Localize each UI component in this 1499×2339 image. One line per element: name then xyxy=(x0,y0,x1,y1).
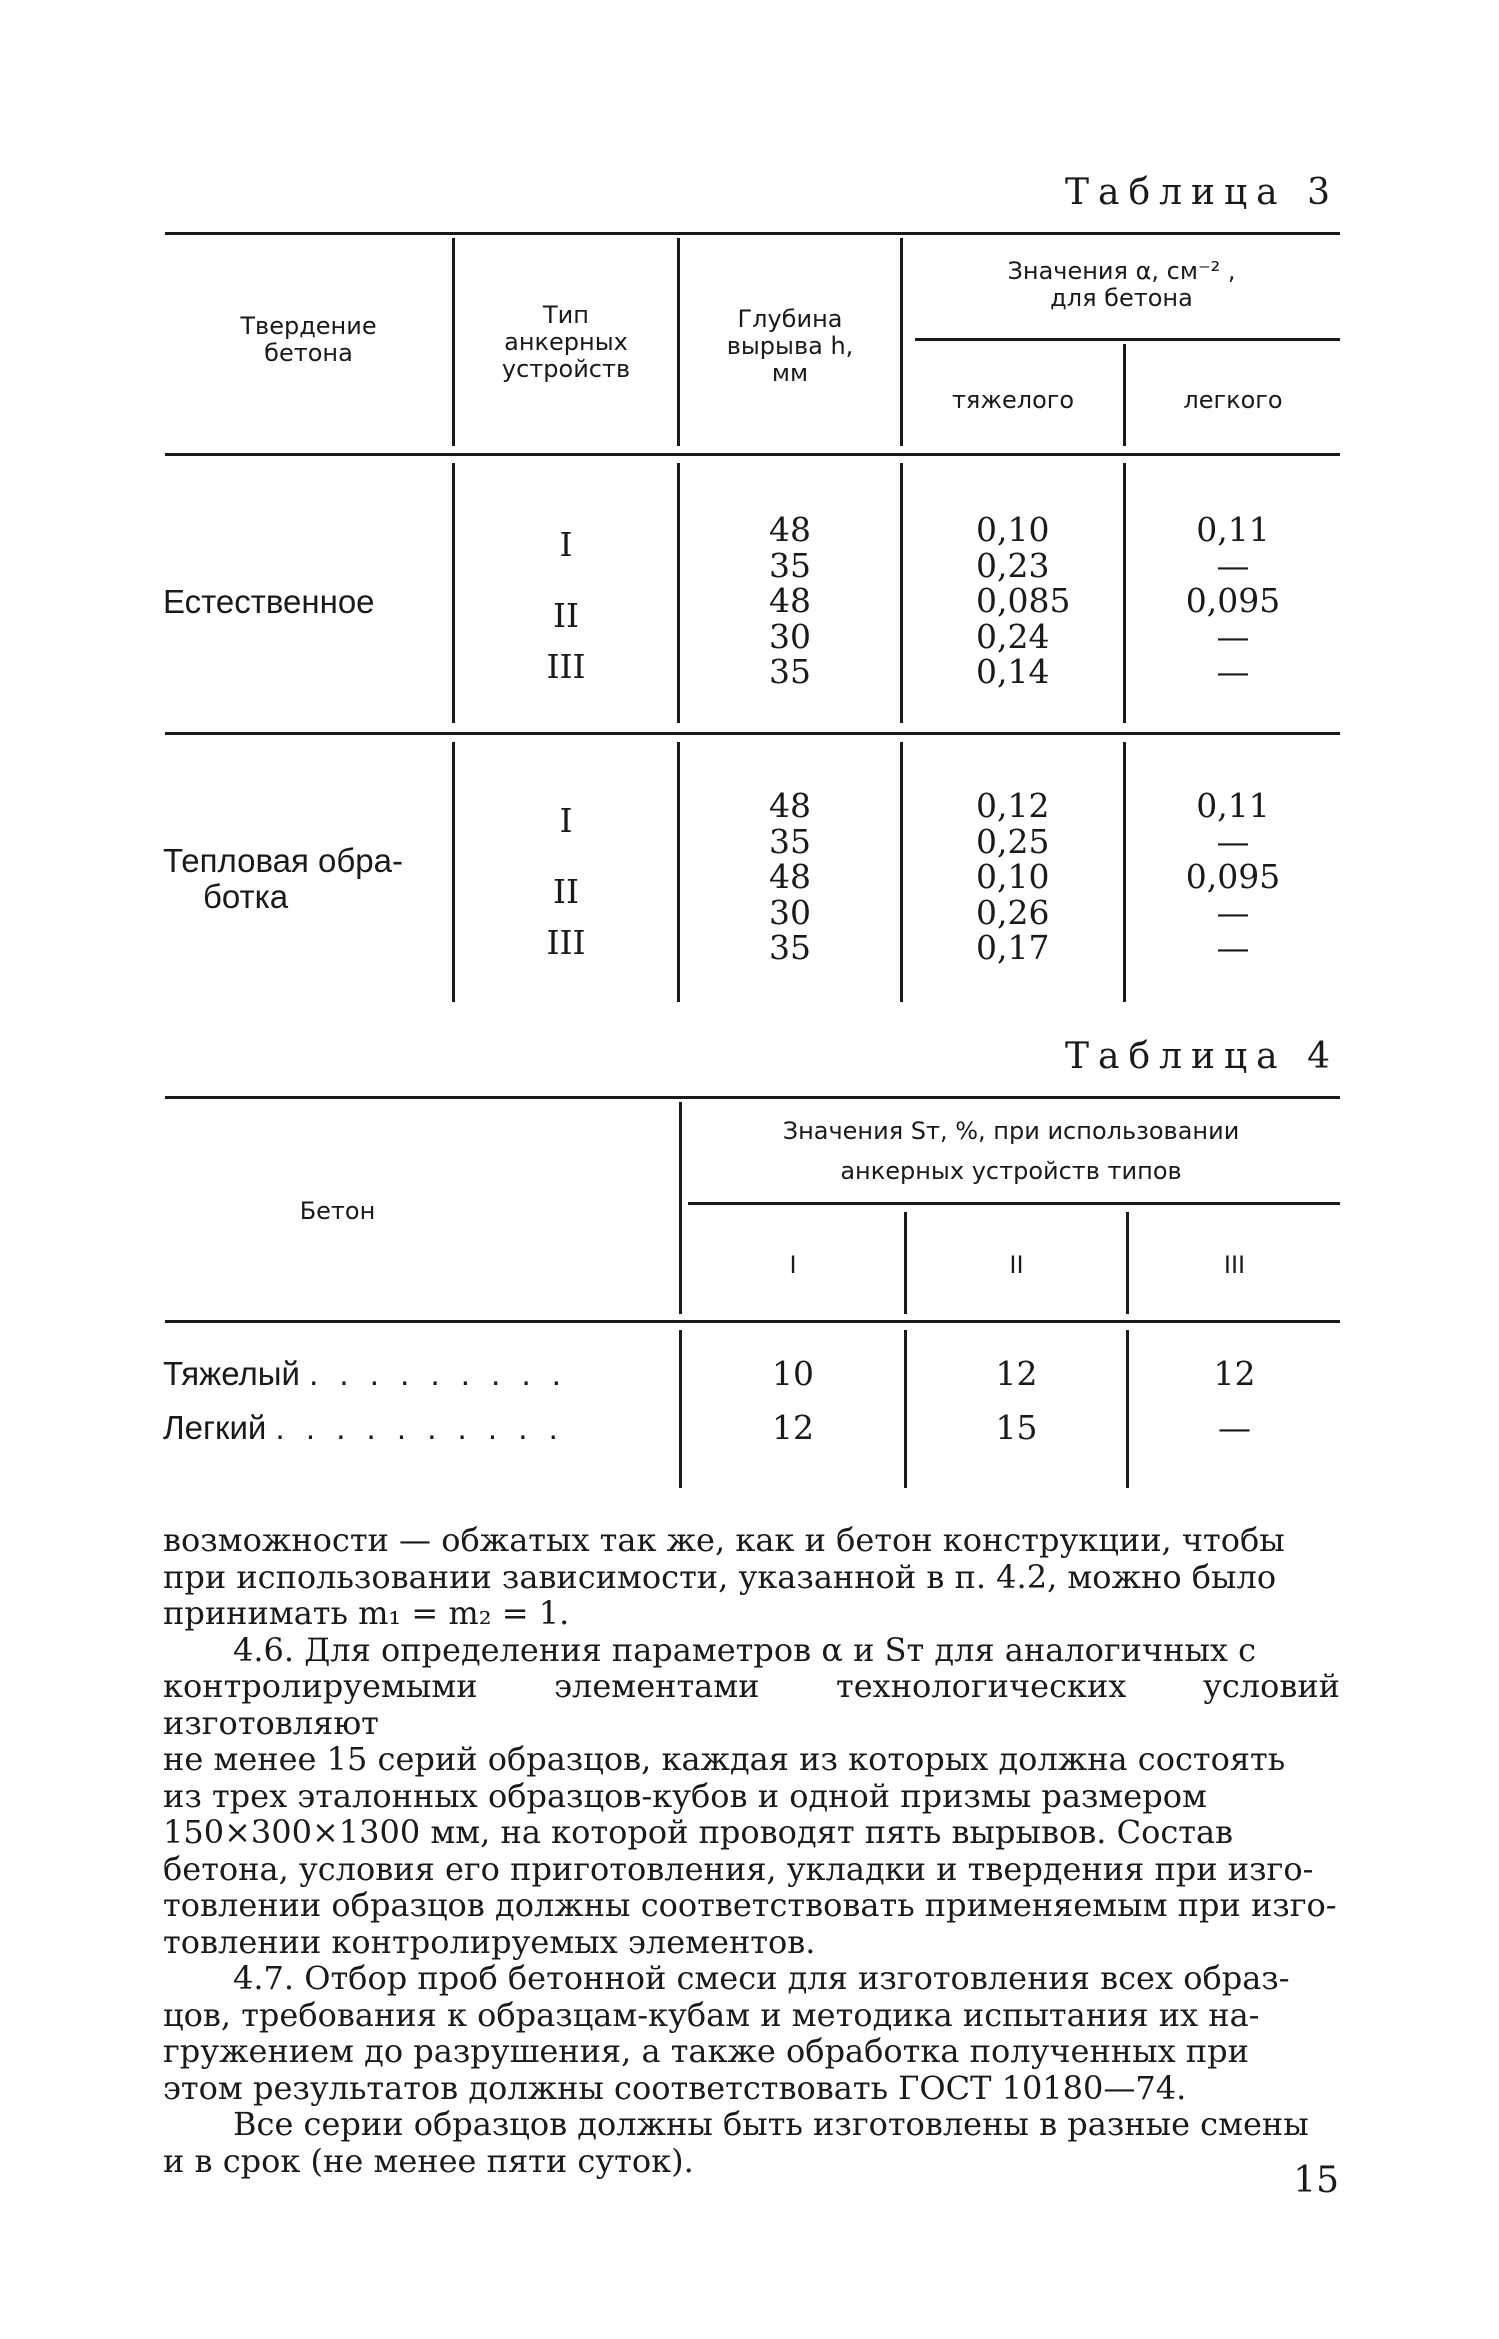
table3-vrule xyxy=(452,463,455,723)
body-text xyxy=(163,1522,1340,2179)
table3-subheader-rule xyxy=(915,338,1340,341)
table3-anchor-types: I II III xyxy=(546,801,586,962)
table3-group-rule xyxy=(165,732,1340,735)
page-number: 15 xyxy=(1293,2160,1339,2201)
table4-cell: 12 xyxy=(995,1354,1038,1393)
table3-heavy-values: 0,10 0,23 0,085 0,24 0,14 xyxy=(976,510,1071,691)
table3-vrule xyxy=(1123,344,1126,446)
table4-caption: Таблица 4 xyxy=(1065,1036,1339,1077)
table4-header-concrete: Бетон xyxy=(299,1197,376,1225)
table4-top-rule xyxy=(165,1096,1340,1099)
table4-cell: — xyxy=(1218,1408,1251,1447)
paragraph-4-6: 4.6. Для определения параметров α и Sт для аналогичных с контролируемыми элементами технологических условий изготовляют не менее 15 серий образцов, каждая из которых должна состоять из трех эталонных образцов-кубов и одной призмы размером 150×300×1300 мм, на которой проводят пять вырывов. Состав бетона, условия его приготовления, укладки и твердения при изго- товлении образцов должны соответствовать применяемым при изго- товлении контролируемых элементов. xyxy=(163,1630,1340,1961)
table4-header-type: II xyxy=(1009,1251,1024,1279)
table3-group-label: Тепловая обра- ботка xyxy=(163,842,404,915)
table3-anchor-types: I II III xyxy=(546,525,586,686)
table4-subheader-rule xyxy=(688,1202,1340,1205)
table3-depth-values: 48 35 48 30 35 xyxy=(769,510,811,691)
table3-group-label: Естественное xyxy=(163,583,375,620)
table-row: Легкий . . . . . . . . . . xyxy=(163,1409,564,1446)
table3-top-rule xyxy=(165,232,1340,235)
table3-vrule xyxy=(677,238,680,446)
table4-vrule xyxy=(679,1330,682,1488)
table3-light-values: 0,11 — 0,095 — — xyxy=(1185,786,1281,967)
table3-vrule xyxy=(900,463,903,723)
table3-heavy-values: 0,12 0,25 0,10 0,26 0,17 xyxy=(976,786,1050,967)
table3-vrule xyxy=(452,742,455,1002)
table3-vrule xyxy=(677,463,680,723)
table3-vrule xyxy=(900,238,903,446)
table3-vrule xyxy=(1123,463,1126,723)
table3-header-heavy: тяжелого xyxy=(951,386,1075,414)
table3-light-values: 0,11 — 0,095 — — xyxy=(1185,510,1281,691)
table4-header-type: III xyxy=(1223,1251,1246,1279)
table4-vrule xyxy=(1126,1330,1129,1488)
table3-vrule xyxy=(677,742,680,1002)
table4-vrule xyxy=(679,1102,682,1314)
table4-header-rule xyxy=(165,1320,1340,1323)
table4-vrule xyxy=(1126,1212,1129,1314)
table3-vrule xyxy=(1123,742,1126,1002)
table3-caption: Таблица 3 xyxy=(1065,172,1339,213)
table3-header-values-group: Значения α, см⁻² , для бетона xyxy=(1007,257,1236,312)
table3-vrule xyxy=(452,238,455,446)
table3-vrule xyxy=(900,742,903,1002)
paragraph: возможности — обжатых так же, как и бетон конструкции, чтобы при использовании зависимости, указанной в п. 4.2, можно было принимать m₁ = m₂ = 1. xyxy=(163,1521,1285,1632)
table4-vrule xyxy=(904,1212,907,1314)
table4-vrule xyxy=(904,1330,907,1488)
table3-depth-values: 48 35 48 30 35 xyxy=(769,786,811,967)
table3-header-light: легкого xyxy=(1183,386,1283,414)
table4-cell: 12 xyxy=(1213,1354,1256,1393)
table3-header-rule xyxy=(165,453,1340,456)
table3-header-depth: Глубина вырыва h, мм xyxy=(726,305,854,387)
table4-cell: 12 xyxy=(772,1408,814,1447)
table3-header-hardening: Твердение бетона xyxy=(240,312,377,367)
table3-header-anchor-type: Тип анкерных устройств xyxy=(501,301,631,383)
table-row: Тяжелый . . . . . . . . . xyxy=(163,1355,567,1392)
table4-cell: 15 xyxy=(995,1408,1038,1447)
paragraph-final: Все серии образцов должны быть изготовлены в разные смены и в срок (не менее пяти суток). xyxy=(163,2105,1309,2180)
table4-header-type: I xyxy=(789,1251,797,1279)
table4-header-values-group: Значения Sт, %, при использовании анкерных устройств типов xyxy=(782,1117,1240,1185)
table4-cell: 10 xyxy=(772,1354,814,1393)
paragraph-4-7: 4.7. Отбор проб бетонной смеси для изготовления всех образ- цов, требования к образцам-кубам и методика испытания их на- гружением до разрушения, а также обработка полученных при этом результатов должны соответствовать ГОСТ 10180—74. xyxy=(163,1959,1290,2107)
